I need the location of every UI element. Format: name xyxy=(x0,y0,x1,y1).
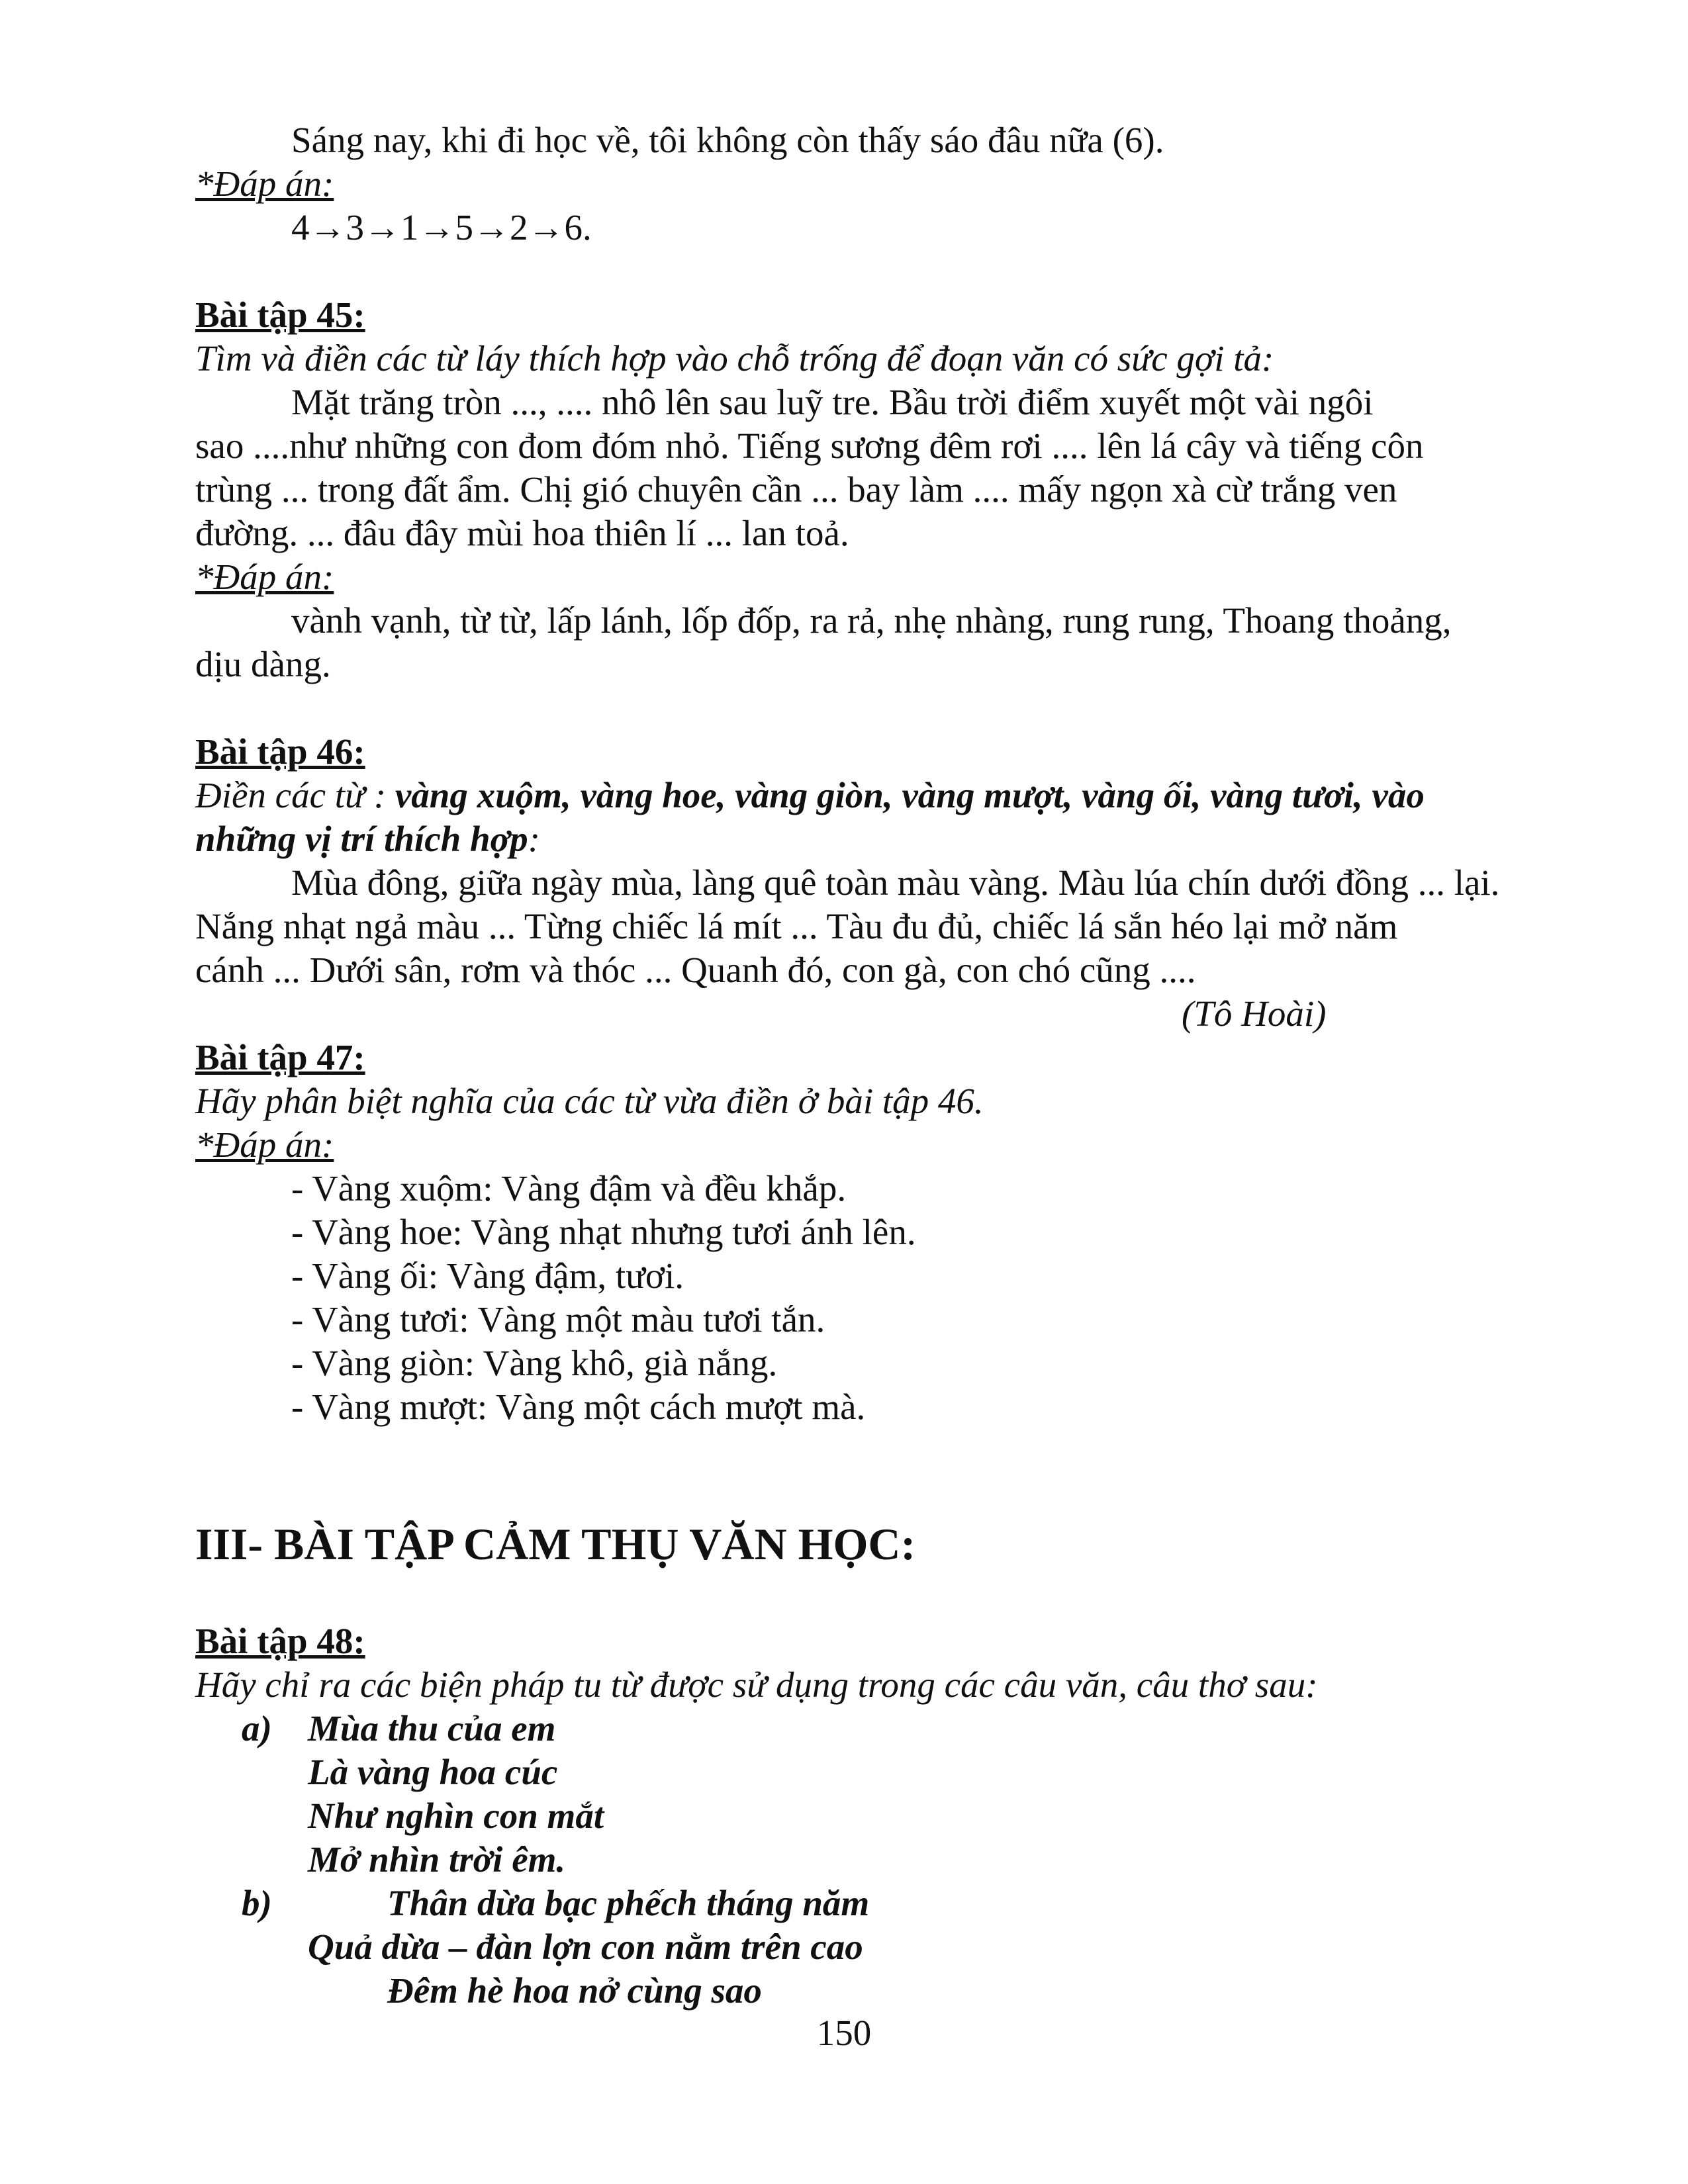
exercise-45-answer-line: vành vạnh, từ từ, lấp lánh, lốp đốp, ra rả, nhẹ nhàng, rung rung, Thoang thoảng, xyxy=(291,600,1452,641)
exercise-46-prompt xyxy=(195,773,1425,817)
exercise-47-item: - Vàng giòn: Vàng khô, già nắng. xyxy=(291,1343,778,1383)
exercise-47-item: - Vàng mượt: Vàng một cách mượt mà. xyxy=(291,1387,866,1427)
exercise-47-item: - Vàng hoe: Vàng nhạt nhưng tươi ánh lên. xyxy=(291,1212,916,1252)
exercise-47-item: - Vàng tươi: Vàng một màu tươi tắn. xyxy=(291,1299,825,1340)
answer-order: 4→3→1→5→2→6. xyxy=(291,207,592,248)
exercise-46-prompt-colon: : xyxy=(528,819,540,859)
answer-label: *Đáp án: xyxy=(195,163,334,204)
item-b-label: b) xyxy=(242,1883,272,1923)
exercise-47-item: - Vàng xuộm: Vàng đậm và đều khắp. xyxy=(291,1168,847,1208)
item-a-label: a) xyxy=(242,1708,272,1749)
exercise-48-title: Bài tập 48: xyxy=(195,1621,365,1661)
exercise-47-title: Bài tập 47: xyxy=(195,1037,365,1077)
exercise-46-prompt-prefix: Điền các từ : xyxy=(195,775,395,815)
poem-b-line: Quả dừa – đàn lợn con nằm trên cao xyxy=(308,1927,863,1967)
answer-label: *Đáp án: xyxy=(195,1124,334,1165)
page-number: 150 xyxy=(816,2013,872,2053)
exercise-45-paragraph-line: sao ....như những con đom đóm nhỏ. Tiếng sương đêm rơi .... lên lá cây và tiếng côn xyxy=(195,426,1424,466)
poem-a-line: Mở nhìn trời êm. xyxy=(308,1839,566,1880)
exercise-46-prompt-target: những vị trí thích hợp xyxy=(195,819,528,859)
exercise-46-title: Bài tập 46: xyxy=(195,731,365,772)
exercise-46-author: (Tô Hoài) xyxy=(1182,993,1327,1034)
answer-label: *Đáp án: xyxy=(195,557,334,597)
exercise-45-prompt: Tìm và điền các từ láy thích hợp vào chỗ trống để đoạn văn có sức gợi tả: xyxy=(195,338,1274,379)
poem-b-line: Đêm hè hoa nở cùng sao xyxy=(387,1970,762,2011)
exercise-45-answer-line: dịu dàng. xyxy=(195,644,331,684)
poem-b-line: Thân dừa bạc phếch tháng năm xyxy=(387,1883,870,1923)
exercise-45-title: Bài tập 45: xyxy=(195,295,365,335)
poem-a-line: Là vàng hoa cúc xyxy=(308,1752,558,1792)
exercise-48-prompt: Hãy chỉ ra các biện pháp tu từ được sử dụng trong các câu văn, câu thơ sau: xyxy=(195,1664,1318,1705)
exercise-47-prompt: Hãy phân biệt nghĩa của các từ vừa điền ở bài tập 46. xyxy=(195,1081,984,1121)
exercise-45-paragraph-line: trùng ... trong đất ẩm. Chị gió chuyên cần ... bay làm .... mấy ngọn xà cừ trắng ven xyxy=(195,469,1397,510)
poem-a-line: Mùa thu của em xyxy=(308,1708,556,1749)
exercise-47-item: - Vàng ối: Vàng đậm, tươi. xyxy=(291,1255,684,1296)
section-3-heading: III- BÀI TẬP CẢM THỤ VĂN HỌC: xyxy=(195,1519,916,1569)
exercise-45-paragraph-line: Mặt trăng tròn ..., .... nhô lên sau luỹ tre. Bầu trời điểm xuyết một vài ngôi xyxy=(291,382,1374,422)
exercise-46-prompt-words: vàng xuộm, vàng hoe, vàng giòn, vàng mượt, vàng ối, vàng tươi, vào xyxy=(395,775,1425,815)
exercise-46-paragraph-line: Mùa đông, giữa ngày mùa, làng quê toàn màu vàng. Màu lúa chín dưới đồng ... lại. xyxy=(291,862,1500,903)
exercise-46-paragraph-line: Nắng nhạt ngả màu ... Từng chiếc lá mít ... Tàu đu đủ, chiếc lá sắn héo lại mở năm xyxy=(195,906,1398,946)
exercise-45-paragraph-line: đường. ... đâu đây mùi hoa thiên lí ... lan toả. xyxy=(195,513,849,553)
poem-a-line: Như nghìn con mắt xyxy=(308,1796,604,1836)
exercise-46-paragraph-line: cánh ... Dưới sân, rơm và thóc ... Quanh đó, con gà, con chó cũng .... xyxy=(195,950,1196,990)
exercise-46-prompt-line2 xyxy=(195,817,540,861)
story-last-sentence: Sáng nay, khi đi học về, tôi không còn thấy sáo đâu nữa (6). xyxy=(291,120,1164,160)
